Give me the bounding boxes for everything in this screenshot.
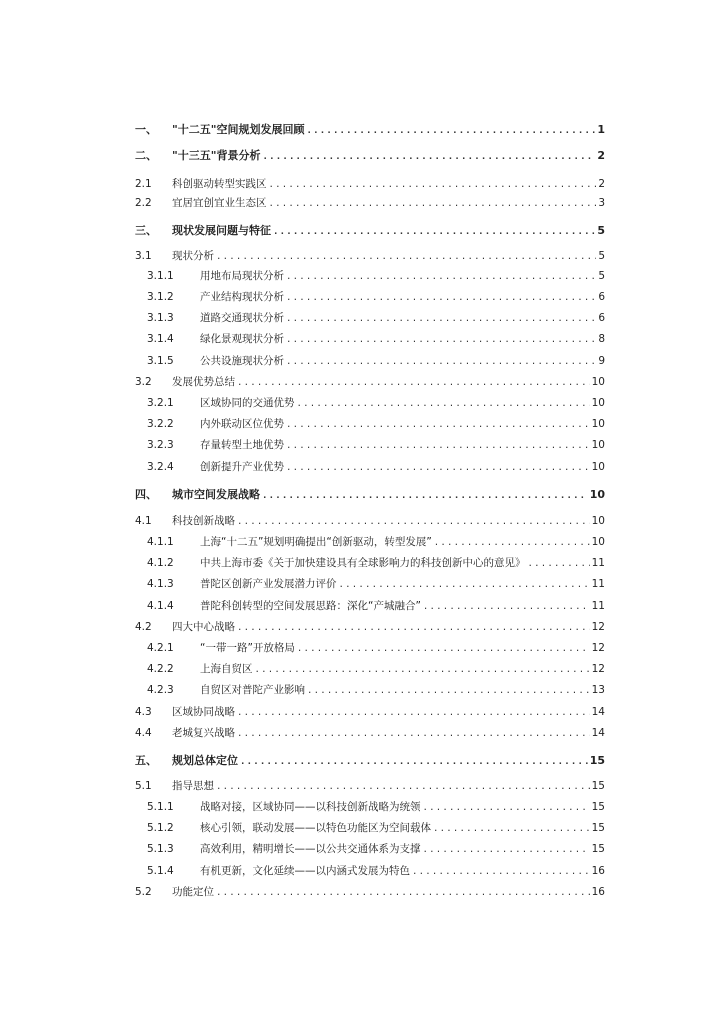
toc-entry-number: 5.1.1 [147,801,174,813]
toc-dot-leader [237,623,590,633]
toc-entry-number: 3.1.5 [147,355,174,367]
toc-entry-number: 5.1.4 [147,865,174,877]
toc-entry-title: 上海自贸区 [200,663,253,675]
toc-entry-page-number: 15 [591,801,605,813]
toc-entry-page-number: 10 [589,488,605,501]
toc-entry-page-number: 12 [591,663,605,675]
toc-dot-leader [240,757,588,767]
toc-entry-page-number: 13 [591,684,605,696]
toc-entry[interactable] [147,289,605,305]
toc-entry-title: 中共上海市委《关于加快建设具有全球影响力的科技创新中心的意见》 [200,557,526,569]
toc-entry-number: 四、 [135,488,157,501]
toc-entry-page-number: 15 [591,843,605,855]
toc-entry-page-number: 3 [598,197,605,209]
toc-dot-leader [286,293,596,303]
toc-entry[interactable] [147,799,605,815]
toc-entry-page-number: 1 [597,123,605,136]
toc-entry[interactable] [147,598,605,614]
toc-entry-title: 上海“十二五”规划明确提出“创新驱动，转型发展” [200,536,432,548]
toc-entry-page-number: 15 [591,780,605,792]
toc-entry[interactable] [147,353,605,369]
toc-entry-number: 3.2 [135,376,152,388]
toc-entry-title: 用地布局现状分析 [200,270,284,282]
toc-entry-title: 现状分析 [172,250,214,262]
toc-entry[interactable] [147,863,605,879]
toc-dot-leader [255,665,590,675]
toc-entry-number: 4.2.2 [147,663,174,675]
toc-entry-page-number: 12 [591,621,605,633]
toc-entry-number: 4.1.4 [147,600,174,612]
toc-dot-leader [423,602,590,612]
toc-entry[interactable] [147,310,605,326]
toc-entry-number: 2.2 [135,197,152,209]
toc-entry[interactable] [147,395,605,411]
toc-entry-number: 3.1.3 [147,312,174,324]
toc-entry-number: 4.1.1 [147,536,174,548]
toc-entry-page-number: 16 [591,886,605,898]
toc-entry-title: 道路交通现状分析 [200,312,284,324]
toc-dot-leader [297,399,590,409]
toc-entry-title: 高效利用，精明增长——以公共交通体系为支撑 [200,843,421,855]
toc-entry-number: 4.1.2 [147,557,174,569]
toc-entry-title: 绿化景观现状分析 [200,333,284,345]
toc-entry-title: 核心引领，联动发展——以特色功能区为空间载体 [200,822,431,834]
toc-dot-leader [286,441,590,451]
toc-dot-leader [423,845,590,855]
toc-entry-number: 一、 [135,123,157,136]
toc-entry-title: 战略对接，区域协同——以科技创新战略为统领 [200,801,421,813]
toc-entry[interactable] [147,416,605,432]
toc-dot-leader [528,559,590,569]
toc-entry-page-number: 15 [591,822,605,834]
toc-entry-title: 功能定位 [172,886,214,898]
toc-entry-number: 4.3 [135,706,152,718]
toc-entry-number: 3.1.1 [147,270,174,282]
toc-entry[interactable] [147,331,605,347]
toc-dot-leader [269,180,597,190]
toc-entry-title: “一带一路”开放格局 [200,642,295,654]
toc-entry[interactable] [135,884,605,900]
toc-entry-title: 发展优势总结 [172,376,235,388]
toc-dot-leader [269,199,597,209]
toc-entry[interactable] [135,513,605,529]
toc-entry-title: 宜居宜创宜业生态区 [172,197,267,209]
toc-dot-leader [216,888,590,898]
toc-entry-number: 4.4 [135,727,152,739]
toc-entry-number: 4.2.3 [147,684,174,696]
toc-entry-page-number: 10 [591,461,605,473]
toc-entry-title: "十二五"空间规划发展回顾 [172,123,305,136]
toc-entry-title: 公共设施现状分析 [200,355,284,367]
toc-dot-leader [262,152,595,162]
toc-entry[interactable] [135,486,605,502]
toc-entry-title: 指导思想 [172,780,214,792]
toc-entry[interactable] [147,841,605,857]
toc-entry-number: 3.1 [135,250,152,262]
toc-entry[interactable] [135,725,605,741]
toc-entry-number: 5.1.2 [147,822,174,834]
toc-dot-leader [262,491,588,501]
toc-entry-number: 4.1.3 [147,578,174,590]
toc-entry-page-number: 11 [591,600,605,612]
toc-dot-leader [216,252,596,262]
toc-entry-number: 二、 [135,149,157,162]
toc-entry-number: 3.2.3 [147,439,174,451]
toc-entry[interactable] [147,555,605,571]
toc-entry-title: "十三五"背景分析 [172,149,261,162]
toc-dot-leader [286,335,596,345]
toc-entry-number: 3.2.4 [147,461,174,473]
toc-entry-title: 有机更新，文化延续——以内涵式发展为特色 [200,865,410,877]
toc-dot-leader [297,644,590,654]
toc-entry-number: 3.2.1 [147,397,174,409]
toc-dot-leader [306,126,595,136]
toc-dot-leader [339,580,590,590]
toc-dot-leader [237,729,590,739]
toc-entry[interactable] [135,222,605,238]
toc-entry-page-number: 14 [591,727,605,739]
toc-entry[interactable] [147,459,605,475]
toc-entry-number: 3.1.2 [147,291,174,303]
toc-entry[interactable] [135,778,605,794]
toc-entry-title: 产业结构现状分析 [200,291,284,303]
toc-entry-page-number: 16 [591,865,605,877]
toc-entry-page-number: 5 [597,224,605,237]
toc-dot-leader [307,686,590,696]
toc-dot-leader [412,867,590,877]
toc-entry[interactable] [135,374,605,390]
toc-entry-number: 2.1 [135,178,152,190]
toc-entry-title: 自贸区对普陀产业影响 [200,684,305,696]
toc-entry[interactable] [147,640,605,656]
toc-entry-page-number: 5 [598,250,605,262]
toc-entry-title: 普陀区创新产业发展潜力评价 [200,578,337,590]
toc-entry[interactable] [147,576,605,592]
toc-entry-number: 3.2.2 [147,418,174,430]
toc-dot-leader [434,538,590,548]
toc-entry[interactable] [147,437,605,453]
toc-dot-leader [273,227,595,237]
toc-entry-page-number: 11 [591,557,605,569]
toc-entry-page-number: 14 [591,706,605,718]
toc-entry-page-number: 2 [597,149,605,162]
toc-entry[interactable] [135,752,605,768]
toc-entry-number: 3.1.4 [147,333,174,345]
toc-entry[interactable] [147,534,605,550]
toc-entry-title: 区域协同战略 [172,706,235,718]
toc-entry-page-number: 5 [598,270,605,282]
toc-entry-page-number: 11 [591,578,605,590]
toc-entry[interactable] [147,268,605,284]
toc-entry-number: 4.2.1 [147,642,174,654]
toc-entry[interactable] [135,176,605,192]
toc-entry-title: 普陀科创转型的空间发展思路：深化“产城融合” [200,600,421,612]
toc-entry-title: 老城复兴战略 [172,727,235,739]
toc-entry-page-number: 2 [598,178,605,190]
toc-entry-number: 4.1 [135,515,152,527]
toc-entry[interactable] [135,248,605,264]
toc-entry[interactable] [135,195,605,211]
toc-dot-leader [286,314,596,324]
toc-entry-number: 5.1.3 [147,843,174,855]
toc-dot-leader [216,782,590,792]
toc-dot-leader [286,272,596,282]
toc-entry-title: 科创驱动转型实践区 [172,178,267,190]
toc-entry[interactable] [135,121,605,137]
toc-entry-page-number: 10 [591,376,605,388]
toc-entry-page-number: 10 [591,515,605,527]
toc-entry-page-number: 10 [591,418,605,430]
toc-entry-number: 5.1 [135,780,152,792]
toc-entry-page-number: 8 [598,333,605,345]
toc-dot-leader [237,378,590,388]
toc-entry-title: 内外联动区位优势 [200,418,284,430]
toc-dot-leader [423,803,590,813]
toc-entry[interactable] [147,661,605,677]
toc-entry-page-number: 10 [591,397,605,409]
toc-entry-number: 三、 [135,224,157,237]
toc-entry-number: 4.2 [135,621,152,633]
toc-entry-title: 规划总体定位 [172,754,238,767]
toc-entry[interactable] [135,704,605,720]
toc-dot-leader [286,420,590,430]
toc-entry-number: 五、 [135,754,157,767]
toc-entry-title: 现状发展问题与特征 [172,224,271,237]
toc-dot-leader [286,463,590,473]
toc-entry-title: 科技创新战略 [172,515,235,527]
toc-entry-title: 区域协同的交通优势 [200,397,295,409]
toc-entry[interactable] [147,682,605,698]
toc-entry-page-number: 15 [589,754,605,767]
toc-dot-leader [286,357,596,367]
toc-entry-page-number: 12 [591,642,605,654]
toc-entry-number: 5.2 [135,886,152,898]
toc-entry-title: 四大中心战略 [172,621,235,633]
toc-entry-page-number: 6 [598,291,605,303]
toc-entry-page-number: 10 [591,439,605,451]
toc-entry-page-number: 10 [591,536,605,548]
toc-dot-leader [433,824,590,834]
toc-entry-title: 城市空间发展战略 [172,488,260,501]
toc-entry-page-number: 6 [598,312,605,324]
toc-entry-title: 创新提升产业优势 [200,461,284,473]
toc-dot-leader [237,708,590,718]
toc-entry-title: 存量转型土地优势 [200,439,284,451]
toc-entry[interactable] [135,619,605,635]
toc-dot-leader [237,517,590,527]
toc-entry-page-number: 9 [598,355,605,367]
toc-entry[interactable] [147,820,605,836]
toc-entry[interactable] [135,147,605,163]
